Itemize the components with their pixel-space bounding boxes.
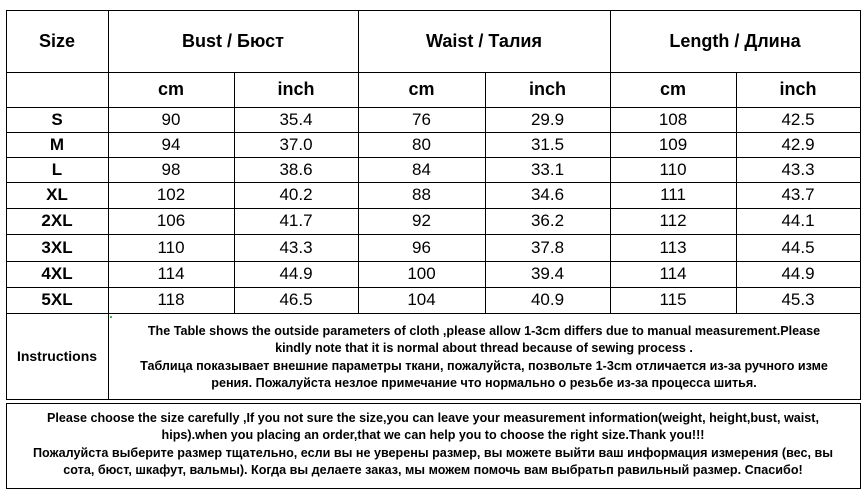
table-cell: 43.3 (781, 159, 815, 179)
footer-line: сота, бюст, шкафут, вальмы). Когда вы делаете заказ, мы можем помочь вам выбратьп равильный размер. Спасибо! (63, 462, 803, 477)
size-label: XL (46, 185, 68, 204)
table-cell: 44.1 (781, 211, 815, 230)
row-divider (6, 313, 860, 314)
table-cell: 42.9 (781, 134, 815, 154)
unit-header: cm (659, 79, 686, 99)
instructions-text (112, 323, 856, 392)
table-cell: 38.6 (279, 159, 313, 179)
size-label: 2XL (41, 211, 73, 230)
footer-border-bottom (6, 488, 860, 489)
footer-line: Please choose the size carefully ,If you not sure the size,you can leave your measurement information(weight, height,bust, waist, (47, 411, 819, 425)
table-cell: 108 (658, 109, 688, 129)
size-label: M (49, 134, 65, 154)
size-label: L (51, 159, 63, 179)
size-label: 3XL (41, 237, 73, 257)
table-cell: 31.5 (530, 134, 565, 154)
table-cell: 44.9 (781, 264, 815, 283)
table-cell: 41.7 (279, 211, 313, 230)
footer-border-right (860, 403, 861, 489)
unit-header: inch (277, 79, 315, 99)
table-cell: 100 (407, 264, 436, 283)
table-cell: 40.9 (530, 290, 565, 309)
table-cell: 36.2 (530, 211, 565, 230)
table-cell: 118 (157, 290, 185, 309)
table-cell: 98 (161, 159, 181, 179)
unit-header: cm (408, 79, 435, 99)
table-cell: 106 (156, 211, 186, 230)
table-cell: 110 (659, 159, 687, 179)
size-label: 5XL (41, 290, 73, 309)
corner-marker (110, 316, 112, 318)
table-cell: 114 (157, 264, 185, 283)
table-cell: 111 (660, 185, 686, 204)
size-label: S (51, 109, 63, 129)
unit-header: cm (157, 79, 184, 99)
table-cell: 110 (157, 237, 185, 257)
instructions-divider (108, 313, 109, 399)
instructions-border-bottom (6, 399, 860, 400)
table-cell: 34.6 (530, 185, 565, 204)
table-cell: 109 (658, 134, 688, 154)
table-cell: 29.9 (530, 109, 565, 129)
table-cell: 114 (659, 264, 687, 283)
footer-line: hips).when you placing an order,that we can help you to choose the right size.Thank you!!! (161, 428, 705, 443)
table-border-right (860, 10, 861, 400)
table-cell: 35.4 (279, 109, 313, 129)
instructions-label: Instructions (16, 348, 98, 364)
footer-border-top (6, 403, 860, 404)
instructions-line: Таблица показывает внешние параметры ткани, пожалуйста, позвольте 1-3cm отличается из-за ручного изме (140, 358, 828, 373)
instructions-line: The Table shows the outside parameters of cloth ,please allow 1-3cm differs due to manual measurement.Please (147, 324, 821, 338)
unit-header: inch (528, 79, 566, 99)
table-cell: 42.5 (781, 109, 815, 129)
table-cell: 39.4 (530, 264, 565, 283)
size-column-header: Size (38, 30, 76, 51)
table-cell: 102 (156, 185, 186, 204)
table-cell: 113 (659, 237, 687, 257)
table-cell: 112 (659, 211, 687, 230)
table-cell: 37.0 (279, 134, 313, 154)
table-cell: 80 (412, 134, 431, 154)
table-cell: 88 (412, 185, 431, 204)
unit-header: inch (779, 79, 817, 99)
table-cell: 37.8 (530, 237, 565, 257)
footer-line: Пожалуйста выберите размер тщательно, если вы не уверены размер, вы можете выйти ваш информация измерения (вес, вы (33, 445, 833, 460)
table-cell: 115 (659, 290, 687, 309)
waist-group-header: Waist / Талия (426, 30, 542, 51)
table-cell: 46.5 (279, 290, 313, 309)
table-cell: 40.2 (279, 185, 313, 204)
table-cell: 96 (412, 237, 431, 257)
table-cell: 90 (161, 109, 181, 129)
size-label: 4XL (41, 264, 73, 283)
table-cell: 33.1 (530, 159, 565, 179)
instructions-line: kindly note that it is normal about thread because of sewing process . (275, 341, 693, 356)
table-cell: 84 (412, 159, 431, 179)
bust-group-header: Bust / Бюст (182, 30, 284, 51)
table-cell: 43.7 (781, 185, 815, 204)
table-cell: 45.3 (781, 290, 815, 309)
footer-border-left (6, 403, 7, 489)
table-cell: 76 (412, 109, 431, 129)
instructions-line: рения. Пожалуйста незлое примечание что нормально о резьбе из-за процесса шитья. (211, 375, 757, 390)
length-group-header: Length / Длина (669, 30, 801, 51)
table-cell: 44.5 (781, 237, 815, 257)
table-cell: 44.9 (279, 264, 313, 283)
table-cell: 43.3 (279, 237, 313, 257)
table-cell: 94 (161, 134, 181, 154)
table-cell: 92 (412, 211, 431, 230)
footer-text (10, 410, 856, 479)
table-cell: 104 (407, 290, 436, 309)
